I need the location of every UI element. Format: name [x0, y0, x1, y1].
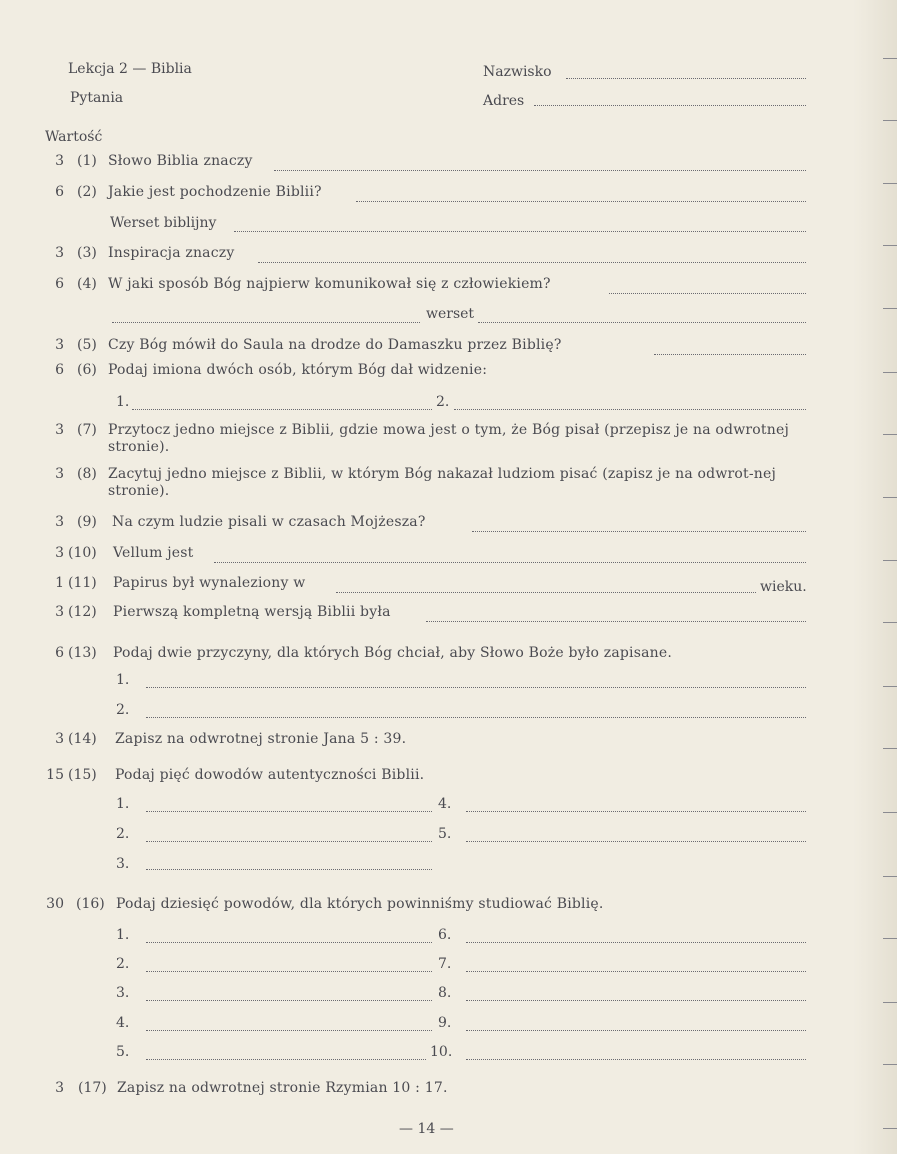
answer-line[interactable] [146, 687, 806, 688]
edge-tick [883, 686, 897, 687]
edge-tick [883, 748, 897, 749]
answer-line[interactable] [466, 971, 806, 972]
edge-tick [883, 876, 897, 877]
question-text: Zacytuj jedno miejsce z Biblii, w którym Bóg nakazał ludziom pisać (zapisz je na odwrot-nej stronie). [108, 466, 777, 499]
question-text: Słowo Biblia znaczy [108, 153, 253, 169]
question-text: Vellum jest [113, 545, 194, 561]
enum-number: 2. [116, 702, 130, 718]
enum-number: 1. [116, 672, 130, 688]
answer-line[interactable] [654, 354, 806, 355]
question-text: Papirus był wynaleziony w [113, 575, 306, 591]
question-number: (7) [77, 422, 97, 438]
answer-line[interactable] [466, 1030, 806, 1031]
answer-line[interactable] [258, 262, 806, 263]
edge-tick [883, 938, 897, 939]
question-value: 3 [55, 731, 64, 747]
answer-line[interactable] [466, 1059, 806, 1060]
question-text: Podaj imiona dwóch osób, którym Bóg dał widzenie: [108, 362, 488, 378]
question-number: (2) [77, 184, 97, 200]
question-number: (17) [78, 1080, 107, 1096]
question-number: (13) [68, 645, 97, 661]
edge-tick [883, 308, 897, 309]
question-value: 15 [46, 767, 64, 783]
answer-line[interactable] [146, 869, 432, 870]
edge-tick [883, 1002, 897, 1003]
enum-number: 2. [436, 394, 450, 410]
question-text: Podaj pięć dowodów autentyczności Biblii. [115, 767, 425, 783]
enum-number: 3. [116, 985, 130, 1001]
question-value: 3 [55, 153, 64, 169]
question-number: (8) [77, 466, 97, 482]
question-value: 6 [55, 362, 64, 378]
edge-tick [883, 622, 897, 623]
enum-number: 4. [116, 1015, 130, 1031]
enum-number: 1. [116, 796, 130, 812]
question-number: (1) [77, 153, 97, 169]
edge-tick [883, 812, 897, 813]
question-value: 3 [55, 514, 64, 530]
value-heading: Wartość [45, 129, 103, 145]
answer-line[interactable] [132, 409, 432, 410]
answer-line[interactable] [609, 293, 806, 294]
edge-tick [883, 120, 897, 121]
edge-tick [883, 560, 897, 561]
address-label: Adres [483, 93, 525, 109]
questions-heading: Pytania [70, 90, 124, 106]
enum-number: 2. [116, 826, 130, 842]
century-suffix: wieku. [760, 579, 807, 595]
surname-label: Nazwisko [483, 64, 552, 80]
answer-line[interactable] [146, 1000, 432, 1001]
answer-line[interactable] [214, 562, 806, 563]
answer-line[interactable] [274, 170, 806, 171]
enum-number: 7. [438, 956, 452, 972]
enum-number: 1. [116, 927, 130, 943]
edge-tick [883, 434, 897, 435]
enum-number: 2. [116, 956, 130, 972]
enum-number: 9. [438, 1015, 452, 1031]
answer-line[interactable] [466, 841, 806, 842]
answer-line[interactable] [146, 971, 432, 972]
answer-line[interactable] [356, 201, 806, 202]
enum-number: 5. [116, 1044, 130, 1060]
question-text: Przytocz jedno miejsce z Biblii, gdzie mowa jest o tym, że Bóg pisał (przepisz je na odwrotnej stronie). [108, 422, 789, 455]
question-value: 6 [55, 276, 64, 292]
question-text: Podaj dziesięć powodów, dla których powinniśmy studiować Biblię. [116, 896, 604, 912]
question-number: (12) [68, 604, 97, 620]
question-number: (4) [77, 276, 97, 292]
edge-tick [883, 1128, 897, 1129]
question-value: 3 [55, 466, 64, 482]
answer-line[interactable] [112, 322, 420, 323]
enum-number: 8. [438, 985, 452, 1001]
question-number: (11) [68, 575, 97, 591]
question-text: Czy Bóg mówił do Saula na drodze do Damaszku przez Biblię? [108, 337, 562, 353]
question-text: Zapisz na odwrotnej stronie Rzymian 10 : 17. [117, 1080, 448, 1096]
question-number: (3) [77, 245, 97, 261]
answer-line[interactable] [146, 1030, 432, 1031]
question-value: 6 [55, 184, 64, 200]
question-text: Zapisz na odwrotnej stronie Jana 5 : 39. [115, 731, 407, 747]
answer-line[interactable] [146, 841, 432, 842]
enum-number: 10. [430, 1044, 453, 1060]
question-number: (15) [68, 767, 97, 783]
edge-tick [883, 372, 897, 373]
question-text: Na czym ludzie pisali w czasach Mojżesza? [112, 514, 426, 530]
binding-edge [853, 0, 897, 1154]
question-text: Podaj dwie przyczyny, dla których Bóg chciał, aby Słowo Boże było zapisane. [113, 645, 672, 661]
address-field[interactable] [534, 105, 806, 106]
question-value: 30 [46, 896, 64, 912]
answer-line[interactable] [472, 531, 806, 532]
verse-label: werset [426, 306, 475, 322]
lesson-title: Lekcja 2 — Biblia [68, 61, 192, 77]
question-value: 6 [55, 645, 64, 661]
answer-line[interactable] [146, 811, 432, 812]
edge-tick [883, 58, 897, 59]
question-number: (6) [77, 362, 97, 378]
page-number: — 14 — [399, 1121, 454, 1137]
question-value: 3 [55, 604, 64, 620]
question-number: (5) [77, 337, 97, 353]
question-number: (16) [76, 896, 105, 912]
question-number: (9) [77, 514, 97, 530]
question-number: (10) [68, 545, 97, 561]
question-value: 3 [55, 245, 64, 261]
enum-number: 4. [438, 796, 452, 812]
answer-line[interactable] [454, 409, 806, 410]
question-text: Jakie jest pochodzenie Biblii? [108, 184, 322, 200]
answer-line[interactable] [146, 1059, 426, 1060]
question-text: Pierwszą kompletną wersją Biblii była [113, 604, 391, 620]
edge-tick [883, 245, 897, 246]
edge-tick [883, 183, 897, 184]
edge-tick [883, 497, 897, 498]
answer-line[interactable] [466, 942, 806, 943]
question-value: 3 [55, 545, 64, 561]
surname-field[interactable] [566, 78, 806, 79]
answer-line[interactable] [146, 717, 806, 718]
enum-number: 3. [116, 856, 130, 872]
answer-line[interactable] [336, 592, 756, 593]
enum-number: 5. [438, 826, 452, 842]
verse-label: Werset biblijny [110, 215, 217, 231]
answer-line[interactable] [478, 322, 806, 323]
question-value: 1 [55, 575, 64, 591]
question-text: Inspiracja znaczy [108, 245, 235, 261]
question-value: 3 [55, 422, 64, 438]
answer-line[interactable] [466, 1000, 806, 1001]
answer-line[interactable] [146, 942, 432, 943]
edge-tick [883, 1064, 897, 1065]
enum-number: 6. [438, 927, 452, 943]
question-value: 3 [55, 337, 64, 353]
answer-line[interactable] [234, 231, 806, 232]
answer-line[interactable] [466, 811, 806, 812]
enum-number: 1. [116, 394, 130, 410]
question-number: (14) [68, 731, 97, 747]
question-value: 3 [55, 1080, 64, 1096]
answer-line[interactable] [426, 621, 806, 622]
question-text: W jaki sposób Bóg najpierw komunikował się z człowiekiem? [108, 276, 551, 292]
